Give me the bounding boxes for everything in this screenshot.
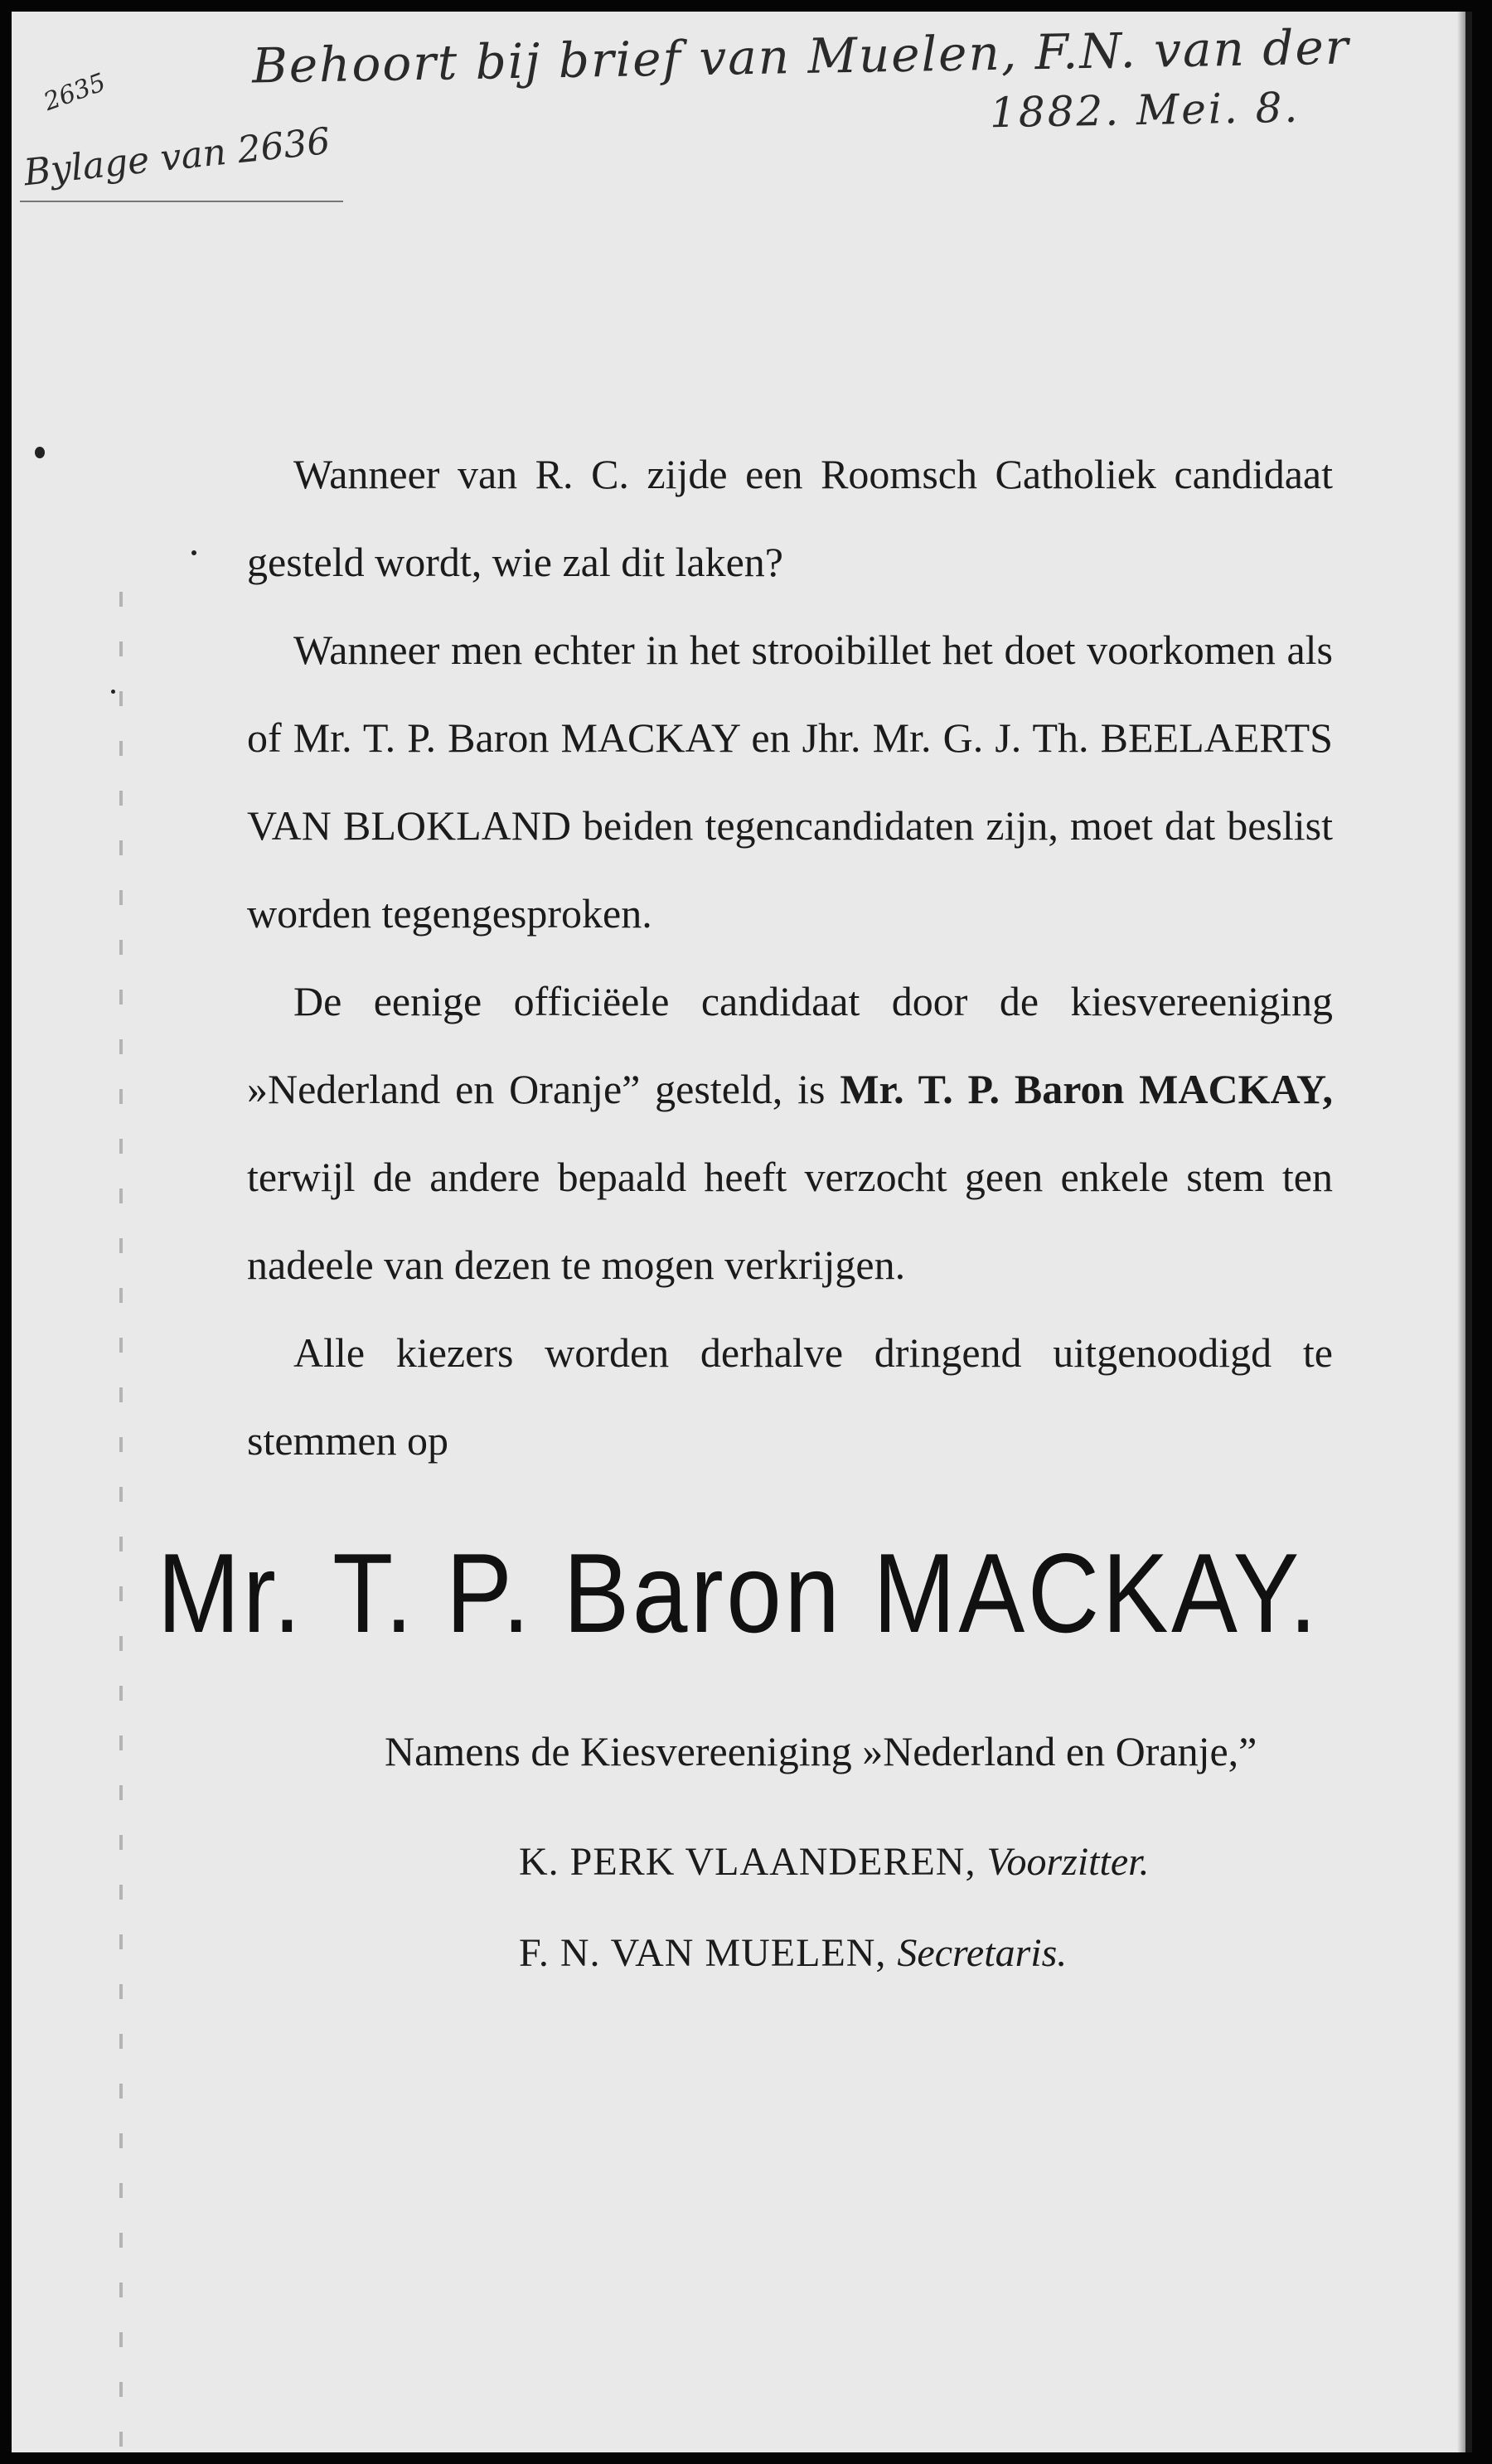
flyer-body xyxy=(247,430,1333,1484)
paragraph-3-start: De eenige officiëele candidaat door de kiesvereeniging »Nederland en Oranje” gesteld, is xyxy=(247,978,1333,1112)
paragraph-4: Alle kiezers worden derhalve dringend uitgenoodigd te stemmen op xyxy=(247,1329,1333,1464)
handwritten-annotation-date: 1882. Mei. 8. xyxy=(989,83,1301,138)
ink-speck xyxy=(35,447,45,458)
chairman-role: Voorzitter. xyxy=(986,1840,1150,1884)
ink-speck xyxy=(191,550,196,555)
paragraph-1: Wanneer van R. C. zijde een Roomsch Catholiek candidaat gesteld wordt, wie zal dit laken? xyxy=(247,451,1333,585)
handwritten-annotation-top: Behoort bij brief van Muelen, F.N. van der xyxy=(251,18,1351,94)
paper-fold-mark xyxy=(119,592,123,2448)
paragraph-2: Wanneer men echter in het strooibillet het doet voorkomen als of Mr. T. P. Baron MACKAY en Jhr. Mr. G. J. Th. BEELAERTS VAN BLOKLAND beiden tegencandidaten zijn, moet dat beslist worden tegengesproken. xyxy=(247,627,1333,937)
signature-secretary xyxy=(519,1930,1067,1976)
candidate-heading: Mr. T. P. Baron MACKAY. xyxy=(157,1530,1320,1656)
on-behalf-line: Namens de Kiesvereeniging »Nederland en Oranje,” xyxy=(385,1728,1257,1774)
chairman-name: K. PERK VLAANDEREN, xyxy=(519,1840,976,1884)
document-sheet xyxy=(12,12,1472,2452)
handwritten-underline xyxy=(20,201,343,202)
paragraph-3 xyxy=(247,957,1333,1309)
paragraph-3-end: terwijl de andere bepaald heeft verzocht geen enkele stem ten nadeele van dezen te mogen verkrijgen. xyxy=(247,1154,1333,1288)
page-edge-shadow xyxy=(1457,12,1465,2452)
ink-speck xyxy=(1470,1491,1472,1498)
ink-speck xyxy=(111,690,115,694)
paragraph-3-candidate: Mr. T. P. Baron MACKAY, xyxy=(840,1066,1333,1112)
handwritten-bijlage-note: Bylage van 2636 xyxy=(22,119,332,195)
secretary-role: Secretaris. xyxy=(897,1931,1068,1975)
handwritten-archive-number: 2635 xyxy=(40,67,110,118)
secretary-name: F. N. VAN MUELEN, xyxy=(519,1931,887,1975)
signature-chairman xyxy=(519,1839,1149,1885)
